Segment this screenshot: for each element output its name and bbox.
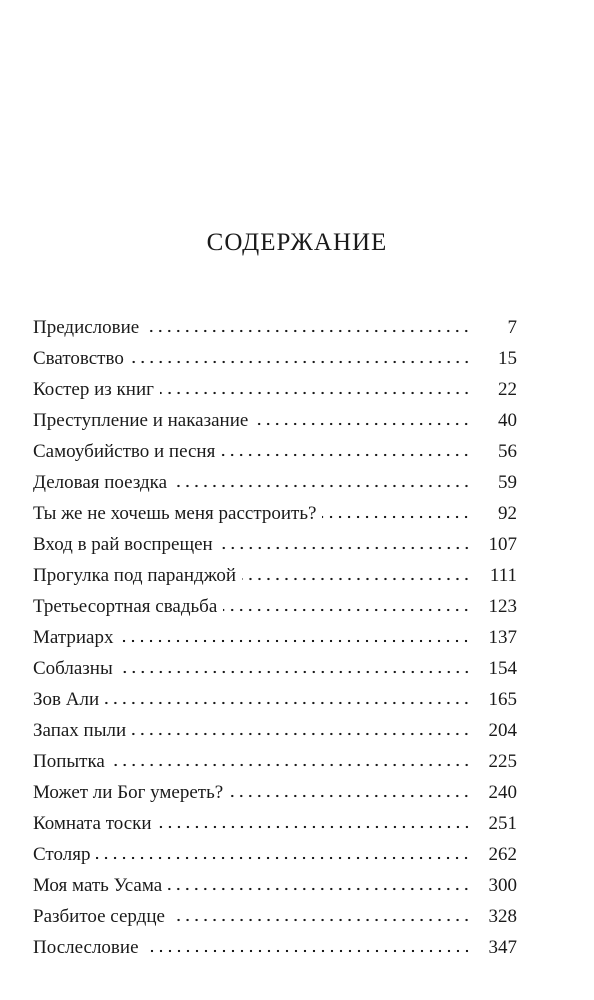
toc-entry <box>33 901 517 932</box>
toc-entry <box>33 498 517 529</box>
toc-entry-page: 240 <box>488 782 517 803</box>
dot-leader <box>223 608 471 612</box>
toc-entry-page: 56 <box>498 441 517 462</box>
dot-leader <box>145 329 471 333</box>
toc-entry-title: Вход в рай воспрещен <box>33 534 213 555</box>
toc-entry-page: 251 <box>488 813 517 834</box>
toc-entry-title: Столяр <box>33 844 91 865</box>
dot-leader <box>219 546 471 550</box>
dot-leader <box>254 422 471 426</box>
toc-entry-page: 40 <box>498 410 517 431</box>
toc-entry <box>33 715 517 746</box>
page-title: СОДЕРЖАНИЕ <box>206 229 388 256</box>
table-of-contents <box>33 312 517 963</box>
dot-leader <box>119 670 471 674</box>
dot-leader <box>132 732 471 736</box>
toc-entry-page: 107 <box>488 534 517 555</box>
toc-entry <box>33 870 517 901</box>
dot-leader <box>145 949 471 953</box>
toc-entry-title: Зов Али <box>33 689 100 710</box>
toc-entry <box>33 622 517 653</box>
toc-entry-page: 7 <box>507 317 517 338</box>
toc-entry <box>33 374 517 405</box>
toc-entry-page: 204 <box>488 720 517 741</box>
toc-entry <box>33 839 517 870</box>
toc-entry-page: 59 <box>498 472 517 493</box>
toc-entry-title: Ты же не хочешь меня расстроить? <box>33 503 317 524</box>
toc-entry-title: Может ли Бог умереть? <box>33 782 224 803</box>
toc-entry <box>33 777 517 808</box>
toc-entry <box>33 529 517 560</box>
dot-leader <box>160 391 471 395</box>
toc-entry <box>33 684 517 715</box>
toc-entry-page: 15 <box>498 348 517 369</box>
toc-entry <box>33 653 517 684</box>
toc-entry <box>33 591 517 622</box>
toc-entry-page: 300 <box>488 875 517 896</box>
dot-leader <box>105 701 471 705</box>
toc-entry-page: 347 <box>488 937 517 958</box>
dot-leader <box>130 360 471 364</box>
dot-leader <box>119 639 471 643</box>
toc-entry-title: Третьесортная свадьба <box>33 596 218 617</box>
toc-entry-page: 137 <box>488 627 517 648</box>
toc-entry-title: Преступление и наказание <box>33 410 249 431</box>
toc-entry-title: Самоубийство и песня <box>33 441 216 462</box>
toc-entry <box>33 343 517 374</box>
toc-entry-title: Запах пыли <box>33 720 127 741</box>
toc-entry-title: Соблазны <box>33 658 113 679</box>
dot-leader <box>221 453 471 457</box>
toc-entry-page: 123 <box>488 596 517 617</box>
toc-entry-title: Комната тоски <box>33 813 152 834</box>
toc-entry-page: 92 <box>498 503 517 524</box>
toc-entry <box>33 436 517 467</box>
toc-entry <box>33 746 517 777</box>
toc-entry <box>33 932 517 963</box>
toc-entry <box>33 467 517 498</box>
toc-entry-title: Предисловие <box>33 317 140 338</box>
dot-leader <box>229 794 471 798</box>
toc-entry-title: Деловая поездка <box>33 472 168 493</box>
dot-leader <box>171 918 471 922</box>
toc-entry-page: 225 <box>488 751 517 772</box>
toc-entry-page: 262 <box>488 844 517 865</box>
toc-entry-page: 328 <box>488 906 517 927</box>
toc-entry <box>33 405 517 436</box>
toc-entry-page: 22 <box>498 379 517 400</box>
dot-leader <box>111 763 471 767</box>
dot-leader <box>168 887 471 891</box>
toc-entry-page: 154 <box>488 658 517 679</box>
toc-entry-title: Послесловие <box>33 937 139 958</box>
dot-leader <box>322 515 471 519</box>
toc-entry-title: Моя мать Усама <box>33 875 163 896</box>
toc-entry-title: Прогулка под паранджой <box>33 565 237 586</box>
toc-entry-title: Попытка <box>33 751 105 772</box>
dot-leader <box>173 484 471 488</box>
dot-leader <box>242 577 471 581</box>
toc-entry <box>33 560 517 591</box>
toc-entry-title: Разбитое сердце <box>33 906 165 927</box>
toc-entry-page: 165 <box>488 689 517 710</box>
toc-entry-title: Матриарх <box>33 627 114 648</box>
dot-leader <box>158 825 471 829</box>
toc-entry-title: Костер из книг <box>33 379 154 400</box>
dot-leader <box>96 856 471 860</box>
toc-entry-page: 111 <box>489 565 517 586</box>
toc-entry-title: Сватовство <box>33 348 124 369</box>
toc-entry <box>33 312 517 343</box>
toc-entry <box>33 808 517 839</box>
